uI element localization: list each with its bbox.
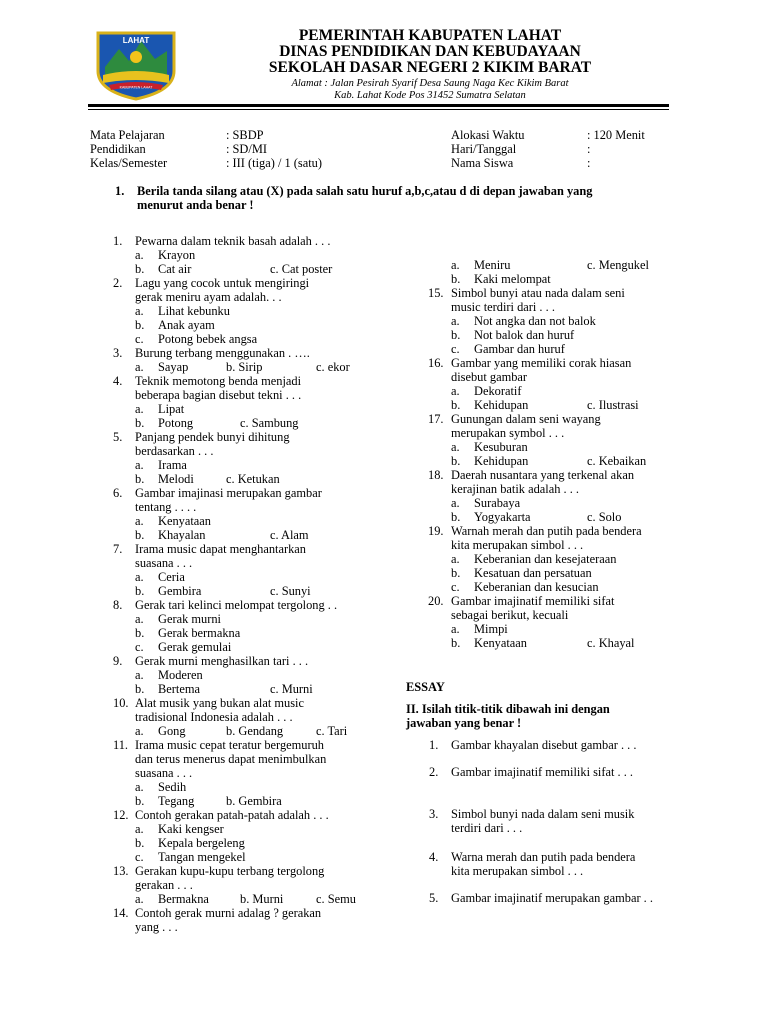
- question-line: 16.: [428, 356, 444, 370]
- essay-number: 2.: [429, 765, 439, 779]
- essay-question-cont: terdiri dari . . .: [451, 821, 523, 835]
- question-line: 10.: [113, 696, 129, 710]
- question-line: c.: [135, 850, 144, 864]
- question-line: 6.: [113, 486, 123, 500]
- question-line: Gerak murni menghasilkan tari . . .: [135, 654, 309, 668]
- question-line: Keberanian dan kesejateraan: [474, 552, 617, 566]
- question-line: b.: [135, 416, 145, 430]
- question-line: Simbol bunyi atau nada dalam seni: [451, 286, 625, 300]
- question-line: 2.: [113, 276, 123, 290]
- question-line: Contoh gerakan patah-patah adalah . . .: [135, 808, 329, 822]
- info-value: : 120 Menit: [587, 128, 645, 142]
- question-line: c. Semu: [316, 892, 356, 906]
- question-line: a.: [451, 314, 460, 328]
- question-line: Kesatuan dan persatuan: [474, 566, 592, 580]
- question-line: 1.: [113, 234, 123, 248]
- question-line: b.: [135, 472, 145, 486]
- question-line: 4.: [113, 374, 123, 388]
- question-line: Yogyakarta: [474, 510, 531, 524]
- question-line: Gembira: [158, 584, 202, 598]
- question-line: c. Sambung: [240, 416, 299, 430]
- question-line: 12.: [113, 808, 129, 822]
- header-divider-thick: [88, 104, 669, 107]
- info-label: Kelas/Semester: [90, 156, 168, 170]
- question-line: a.: [135, 304, 144, 318]
- question-line: Ceria: [158, 570, 185, 584]
- question-line: b.: [451, 272, 461, 286]
- question-line: Bermakna: [158, 892, 209, 906]
- question-line: Lihat kebunku: [158, 304, 230, 318]
- question-line: Bertema: [158, 682, 200, 696]
- essay-instruction-cont: jawaban yang benar !: [406, 716, 522, 730]
- question-line: Gambar imajinasi merupakan gambar: [135, 486, 322, 500]
- question-line: a.: [451, 622, 460, 636]
- question-line: Teknik memotong benda menjadi: [135, 374, 302, 388]
- question-line: c. Solo: [587, 510, 622, 524]
- question-line: Lipat: [158, 402, 185, 416]
- question-line: 9.: [113, 654, 123, 668]
- essay-question: Gambar imajinatif memiliki sifat . . .: [451, 765, 634, 779]
- question-line: a.: [135, 514, 144, 528]
- question-line: c. Cat poster: [270, 262, 333, 276]
- question-line: c.: [135, 640, 144, 654]
- question-line: Surabaya: [474, 496, 521, 510]
- question-line: Gambar imajinatif memiliki sifat: [451, 594, 615, 608]
- question-line: Irama music cepat teratur bergemuruh: [135, 738, 324, 752]
- question-line: yang . . .: [135, 920, 178, 934]
- question-line: Melodi: [158, 472, 194, 486]
- question-line: 20.: [428, 594, 444, 608]
- header-address: Alamat : Jalan Pesirah Syarif Desa Saung Naga Kec Kikim Barat: [291, 78, 569, 89]
- question-line: Irama music dapat menghantarkan: [135, 542, 306, 556]
- question-line: 8.: [113, 598, 123, 612]
- question-line: b.: [135, 836, 145, 850]
- question-line: dan terus menerus dapat menimbulkan: [135, 752, 327, 766]
- question-line: a.: [451, 440, 460, 454]
- question-line: a.: [135, 570, 144, 584]
- question-line: 11.: [113, 738, 129, 752]
- question-line: c. Kebaikan: [587, 454, 647, 468]
- info-value: :: [587, 156, 591, 170]
- info-value: : SBDP: [226, 128, 264, 142]
- question-line: a.: [135, 780, 144, 794]
- essay-question: Simbol bunyi nada dalam seni musik: [451, 807, 635, 821]
- essay-title: ESSAY: [406, 680, 445, 694]
- question-line: 7.: [113, 542, 123, 556]
- question-line: c. Khayal: [587, 636, 635, 650]
- question-line: Pewarna dalam teknik basah adalah . . .: [135, 234, 331, 248]
- question-line: Daerah nusantara yang terkenal akan: [451, 468, 635, 482]
- question-line: Kenyataan: [158, 514, 211, 528]
- question-line: a.: [135, 822, 144, 836]
- question-line: tradisional Indonesia adalah . . .: [135, 710, 293, 724]
- question-line: Burung terbang menggunakan . ….: [135, 346, 310, 360]
- question-line: 13.: [113, 864, 129, 878]
- info-value: : III (tiga) / 1 (satu): [226, 156, 322, 170]
- question-line: 14.: [113, 906, 129, 920]
- instruction-text-cont: menurut anda benar !: [137, 198, 254, 212]
- essay-number: 4.: [429, 850, 439, 864]
- question-line: a.: [135, 248, 144, 262]
- question-line: Dekoratif: [474, 384, 522, 398]
- question-line: beberapa bagian disebut tekni . . .: [135, 388, 302, 402]
- question-line: Gerakan kupu-kupu terbang tergolong: [135, 864, 325, 878]
- question-line: a.: [135, 668, 144, 682]
- question-line: 18.: [428, 468, 444, 482]
- question-line: Alat musik yang bukan alat music: [135, 696, 304, 710]
- question-line: a.: [135, 892, 144, 906]
- question-line: Potong bebek angsa: [158, 332, 258, 346]
- question-line: b.: [135, 682, 145, 696]
- question-line: Kehidupan: [474, 398, 529, 412]
- question-line: Meniru: [474, 258, 511, 272]
- question-line: a.: [451, 258, 460, 272]
- question-line: c. Mengukel: [587, 258, 649, 272]
- question-line: c.: [451, 342, 460, 356]
- question-line: c.: [451, 580, 460, 594]
- info-label: Hari/Tanggal: [451, 142, 517, 156]
- header-government: PEMERINTAH KABUPATEN LAHAT: [298, 27, 562, 44]
- question-line: Gambar yang memiliki corak hiasan: [451, 356, 632, 370]
- question-line: Kepala bergeleng: [158, 836, 245, 850]
- question-line: sebagai berikut, kecuali: [451, 608, 569, 622]
- question-line: 19.: [428, 524, 444, 538]
- question-line: Contoh gerak murni adalag ? gerakan: [135, 906, 322, 920]
- question-line: a.: [451, 552, 460, 566]
- header-school: SEKOLAH DASAR NEGERI 2 KIKIM BARAT: [268, 59, 592, 76]
- question-line: Not angka dan not balok: [474, 314, 596, 328]
- question-line: b.: [451, 566, 461, 580]
- question-line: Warnah merah dan putih pada bendera: [451, 524, 642, 538]
- emblem-text: LAHAT: [122, 36, 150, 45]
- question-line: b.: [135, 528, 145, 542]
- question-line: b.: [135, 626, 145, 640]
- question-line: Sayap: [158, 360, 189, 374]
- question-line: Gerak bermakna: [158, 626, 241, 640]
- essay-question: Gambar imajinatif merupakan gambar . .: [451, 891, 653, 905]
- question-line: b.: [451, 510, 461, 524]
- question-line: merupakan symbol . . .: [451, 426, 565, 440]
- question-line: Kaki kengser: [158, 822, 224, 836]
- question-line: suasana . . .: [135, 556, 193, 570]
- question-line: suasana . . .: [135, 766, 193, 780]
- question-line: a.: [135, 402, 144, 416]
- question-line: a.: [135, 458, 144, 472]
- question-line: a.: [135, 612, 144, 626]
- question-line: a.: [135, 724, 144, 738]
- question-line: Kesuburan: [474, 440, 528, 454]
- question-line: Tegang: [158, 794, 195, 808]
- question-line: 5.: [113, 430, 123, 444]
- question-line: c. ekor: [316, 360, 350, 374]
- question-line: music terdiri dari . . .: [451, 300, 555, 314]
- question-line: Lagu yang cocok untuk mengiringi: [135, 276, 310, 290]
- question-line: c. Ilustrasi: [587, 398, 639, 412]
- question-line: c. Ketukan: [226, 472, 280, 486]
- question-line: Gerak tari kelinci melompat tergolong . .: [135, 598, 338, 612]
- essay-question-cont: kita merupakan simbol . . .: [451, 864, 584, 878]
- question-line: b.: [135, 584, 145, 598]
- emblem-ribbon: KABUPATEN LAHAT: [119, 85, 153, 90]
- question-line: c. Murni: [270, 682, 313, 696]
- essay-number: 1.: [429, 738, 439, 752]
- question-line: disebut gambar: [451, 370, 528, 384]
- question-line: gerak meniru ayam adalah. . .: [135, 290, 282, 304]
- question-line: berdasarkan . . .: [135, 444, 214, 458]
- essay-question: Warna merah dan putih pada bendera: [451, 850, 636, 864]
- question-line: Kaki melompat: [474, 272, 551, 286]
- header-address-postal: Kab. Lahat Kode Pos 31452 Sumatra Selatan: [334, 90, 526, 101]
- question-line: Tangan mengekel: [158, 850, 246, 864]
- essay-number: 3.: [429, 807, 439, 821]
- info-label: Alokasi Waktu: [451, 128, 525, 142]
- question-line: c. Tari: [316, 724, 348, 738]
- question-line: Moderen: [158, 668, 203, 682]
- question-line: b.: [451, 636, 461, 650]
- essay-instruction: II. Isilah titik-titik dibawah ini dengan: [406, 702, 610, 716]
- question-line: b. Gendang: [226, 724, 284, 738]
- question-line: c. Alam: [270, 528, 309, 542]
- header-divider-thin: [88, 109, 669, 110]
- info-value: :: [587, 142, 591, 156]
- essay-number: 5.: [429, 891, 439, 905]
- question-line: b.: [451, 398, 461, 412]
- question-line: Potong: [158, 416, 194, 430]
- question-line: b.: [135, 262, 145, 276]
- question-line: tentang . . . .: [135, 500, 197, 514]
- info-label: Pendidikan: [90, 142, 146, 156]
- question-line: Gerak gemulai: [158, 640, 232, 654]
- question-line: Sedih: [158, 780, 187, 794]
- question-line: Khayalan: [158, 528, 206, 542]
- question-line: Anak ayam: [158, 318, 215, 332]
- question-line: b. Murni: [240, 892, 284, 906]
- instruction-number: 1.: [115, 184, 125, 198]
- question-line: a.: [451, 496, 460, 510]
- question-line: Kenyataan: [474, 636, 527, 650]
- question-line: a.: [451, 384, 460, 398]
- question-line: c.: [135, 332, 144, 346]
- question-line: b. Gembira: [226, 794, 282, 808]
- question-line: b.: [451, 454, 461, 468]
- question-line: 17.: [428, 412, 444, 426]
- question-line: 3.: [113, 346, 123, 360]
- question-line: Keberanian dan kesucian: [474, 580, 599, 594]
- question-line: Kehidupan: [474, 454, 529, 468]
- question-line: b.: [451, 328, 461, 342]
- question-line: kita merupakan simbol . . .: [451, 538, 584, 552]
- question-line: Not balok dan huruf: [474, 328, 575, 342]
- question-line: gerakan . . .: [135, 878, 193, 892]
- lahat-regency-emblem-icon: [95, 27, 177, 101]
- question-line: Gambar dan huruf: [474, 342, 565, 356]
- question-line: Gerak murni: [158, 612, 221, 626]
- essay-question: Gambar khayalan disebut gambar . . .: [451, 738, 637, 752]
- question-line: 15.: [428, 286, 444, 300]
- header-department: DINAS PENDIDIKAN DAN KEBUDAYAAN: [279, 43, 581, 60]
- question-line: b.: [135, 794, 145, 808]
- question-line: a.: [135, 360, 144, 374]
- info-value: : SD/MI: [226, 142, 267, 156]
- question-line: Mimpi: [474, 622, 508, 636]
- info-label: Nama Siswa: [451, 156, 514, 170]
- question-line: Cat air: [158, 262, 192, 276]
- question-line: b.: [135, 318, 145, 332]
- question-line: c. Sunyi: [270, 584, 311, 598]
- instruction-text: Berila tanda silang atau (X) pada salah satu huruf a,b,c,atau d di depan jawaban yang: [137, 184, 593, 198]
- question-line: Gong: [158, 724, 186, 738]
- question-line: Krayon: [158, 248, 196, 262]
- question-line: Gunungan dalam seni wayang: [451, 412, 601, 426]
- question-line: Irama: [158, 458, 187, 472]
- question-line: Panjang pendek bunyi dihitung: [135, 430, 290, 444]
- question-line: kerajinan batik adalah . . .: [451, 482, 579, 496]
- question-line: b. Sirip: [226, 360, 263, 374]
- info-label: Mata Pelajaran: [90, 128, 165, 142]
